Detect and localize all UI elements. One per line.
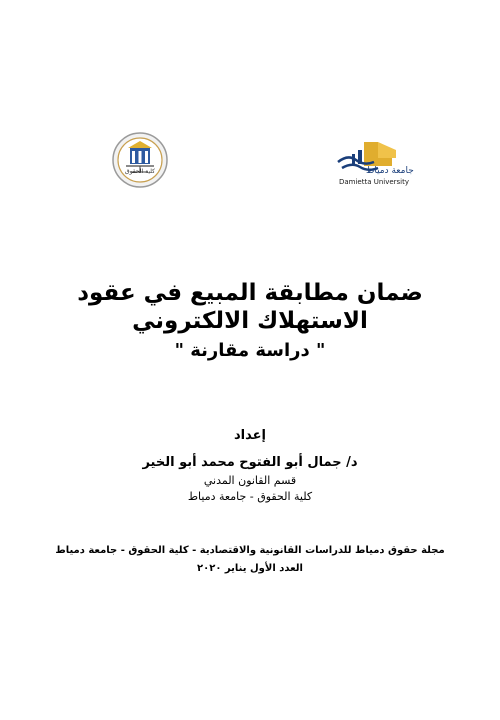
- title-line-2: الاستهلاك الالكتروني: [132, 308, 368, 334]
- seal-caption: كلية الحقوق: [125, 168, 155, 175]
- damietta-university-logo: [334, 138, 414, 188]
- title-subtitle: " دراسة مقارنة ": [174, 340, 326, 361]
- faculty-name: كلية الحقوق - جامعة دمياط: [187, 490, 313, 503]
- faculty-of-law-seal-icon: [112, 132, 168, 188]
- department-name: قسم القانون المدني: [203, 474, 297, 487]
- title-line-1: ضمان مطابقة المبيع في عقود: [77, 280, 423, 306]
- journal-name: مجلة حقوق دمياط للدراسات القانونية والاقتصادية - كلية الحقوق - جامعة دمياط: [55, 545, 445, 556]
- university-english-name: Damietta University: [338, 178, 410, 186]
- university-arabic-name: جامعة دمياط: [366, 166, 414, 176]
- issue-info: العدد الأول يناير ٢٠٢٠: [197, 563, 303, 574]
- prepared-by-label: إعداد: [234, 428, 266, 443]
- author-name: د/ جمال أبو الفتوح محمد أبو الخير: [142, 455, 358, 470]
